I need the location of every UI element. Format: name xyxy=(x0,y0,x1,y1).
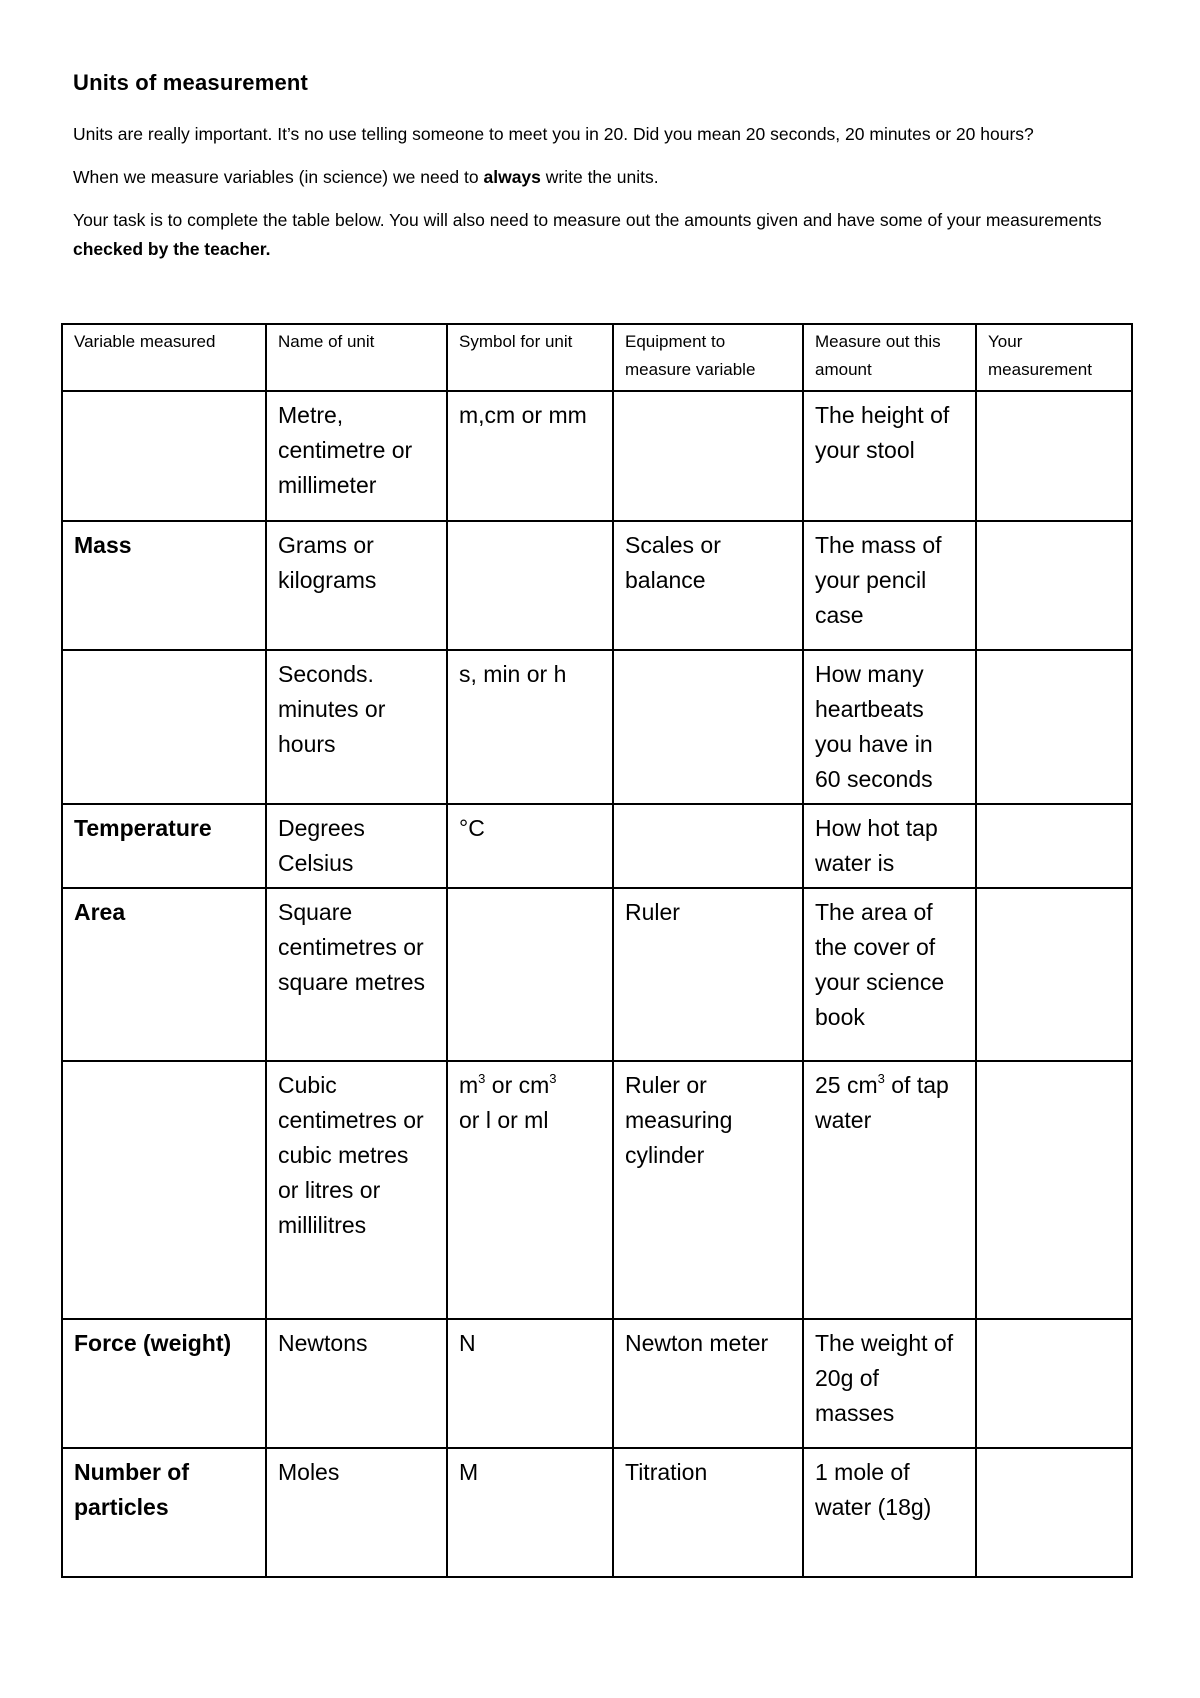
cell-variable: Temperature xyxy=(62,804,266,888)
cell-unit: Grams or kilograms xyxy=(266,521,447,650)
table-row xyxy=(62,1319,1132,1448)
cell-amount: The height of your stool xyxy=(803,391,976,521)
intro-paragraph-3 xyxy=(73,206,1133,264)
cell-equipment: Titration xyxy=(613,1448,803,1577)
superscript-3: 3 xyxy=(478,1071,486,1086)
cell-variable[interactable] xyxy=(62,650,266,804)
cell-variable: Force (weight) xyxy=(62,1319,266,1448)
cell-amount xyxy=(803,1061,976,1319)
table-row xyxy=(62,888,1132,1061)
cell-amount: The area of the cover of your science book xyxy=(803,888,976,1061)
cell-amount: 1 mole of water (18g) xyxy=(803,1448,976,1577)
cell-symbol: N xyxy=(447,1319,613,1448)
cell-symbol xyxy=(447,1061,613,1319)
table-header-row xyxy=(62,324,1132,391)
cell-amount: How hot tap water is xyxy=(803,804,976,888)
units-table xyxy=(61,323,1133,1578)
cell-measurement[interactable] xyxy=(976,804,1132,888)
cell-variable: Number of particles xyxy=(62,1448,266,1577)
cell-symbol: °C xyxy=(447,804,613,888)
cell-amount: How many heartbeats you have in 60 seconds xyxy=(803,650,976,804)
cell-symbol: s, min or h xyxy=(447,650,613,804)
intro-paragraph-2 xyxy=(73,163,1133,192)
table-row xyxy=(62,650,1132,804)
amount-rest: of tap water xyxy=(815,1072,949,1133)
intro-p3-bold: checked by the teacher. xyxy=(73,239,271,259)
page-title: Units of measurement xyxy=(73,70,309,95)
table-row xyxy=(62,1061,1132,1319)
cell-symbol: M xyxy=(447,1448,613,1577)
intro-p2-text-b: write the units. xyxy=(540,167,659,187)
cell-amount: The mass of your pencil case xyxy=(803,521,976,650)
amount-value: 25 cm xyxy=(815,1072,878,1098)
cell-unit: Degrees Celsius xyxy=(266,804,447,888)
header-name-of-unit: Name of unit xyxy=(266,324,447,391)
header-symbol-for-unit: Symbol for unit xyxy=(447,324,613,391)
symbol-or-cm: or cm xyxy=(485,1072,550,1098)
cell-measurement[interactable] xyxy=(976,391,1132,521)
table-row xyxy=(62,391,1132,521)
cell-symbol[interactable] xyxy=(447,888,613,1061)
cell-symbol: m,cm or mm xyxy=(447,391,613,521)
cell-equipment[interactable] xyxy=(613,804,803,888)
intro-paragraph-1: Units are really important. It’s no use telling someone to meet you in 20. Did you mean 20 seconds, 20 minutes or 20 hours? xyxy=(73,124,1034,144)
table-row xyxy=(62,521,1132,650)
cell-equipment[interactable] xyxy=(613,650,803,804)
cell-unit: Newtons xyxy=(266,1319,447,1448)
cell-measurement[interactable] xyxy=(976,1061,1132,1319)
cell-unit: Moles xyxy=(266,1448,447,1577)
cell-measurement[interactable] xyxy=(976,1319,1132,1448)
cell-variable[interactable] xyxy=(62,1061,266,1319)
intro-p3-text: Your task is to complete the table below. You will also need to measure out the amounts given and have some of your measurements xyxy=(73,210,1102,230)
document-page xyxy=(73,70,1133,278)
cell-amount: The weight of 20g of masses xyxy=(803,1319,976,1448)
header-variable-measured: Variable measured xyxy=(62,324,266,391)
cell-variable: Area xyxy=(62,888,266,1061)
header-equipment: Equipment to measure variable xyxy=(613,324,803,391)
cell-measurement[interactable] xyxy=(976,521,1132,650)
intro-p2-text-a: When we measure variables (in science) we need to xyxy=(73,167,484,187)
cell-equipment[interactable] xyxy=(613,391,803,521)
cell-unit: Square centimetres or square metres xyxy=(266,888,447,1061)
symbol-m: m xyxy=(459,1072,479,1098)
cell-symbol[interactable] xyxy=(447,521,613,650)
cell-unit: Metre, centimetre or millimeter xyxy=(266,391,447,521)
cell-equipment: Scales or balance xyxy=(613,521,803,650)
cell-measurement[interactable] xyxy=(976,650,1132,804)
cell-variable: Mass xyxy=(62,521,266,650)
superscript-3: 3 xyxy=(549,1071,557,1086)
cell-equipment: Ruler or measuring cylinder xyxy=(613,1061,803,1319)
intro-p2-bold: always xyxy=(483,167,541,187)
superscript-3: 3 xyxy=(877,1071,885,1086)
table-row xyxy=(62,804,1132,888)
cell-equipment: Ruler xyxy=(613,888,803,1061)
header-measure-out: Measure out this amount xyxy=(803,324,976,391)
cell-measurement[interactable] xyxy=(976,1448,1132,1577)
cell-variable[interactable] xyxy=(62,391,266,521)
cell-unit: Cubic centimetres or cubic metres or litres or millilitres xyxy=(266,1061,447,1319)
header-your-measurement: Your measurement xyxy=(976,324,1132,391)
cell-measurement[interactable] xyxy=(976,888,1132,1061)
table-row xyxy=(62,1448,1132,1577)
cell-equipment: Newton meter xyxy=(613,1319,803,1448)
cell-unit: Seconds. minutes or hours xyxy=(266,650,447,804)
symbol-rest: or l or ml xyxy=(459,1107,549,1133)
